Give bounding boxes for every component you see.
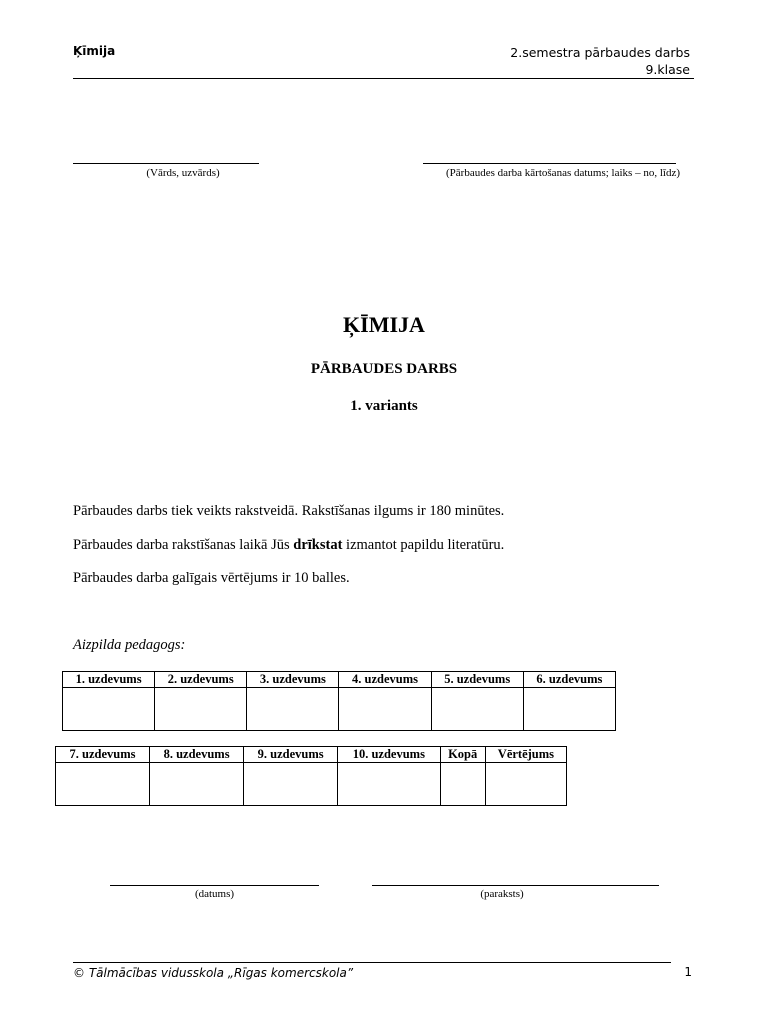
task-header: 1. uzdevums: [63, 672, 155, 688]
score-cell[interactable]: [247, 688, 339, 731]
score-cell[interactable]: [339, 688, 431, 731]
exam-date-caption: (Pārbaudes darba kārtošanas datums; laiks – no, līdz): [446, 167, 680, 179]
table-header-row: [63, 672, 616, 688]
task-header: 7. uzdevums: [56, 747, 150, 763]
header-semester: 2.semestra pārbaudes darbs: [510, 45, 690, 60]
exam-date-line: [423, 163, 676, 164]
score-cell[interactable]: [431, 688, 523, 731]
instruction-literature-text-2: izmantot papildu literatūru.: [342, 537, 505, 553]
task-header: 8. uzdevums: [150, 747, 244, 763]
instruction-literature: [73, 537, 504, 554]
score-cell[interactable]: [523, 688, 615, 731]
name-signature-line: [73, 163, 259, 164]
score-row: [56, 763, 567, 806]
teacher-signature-line: [372, 885, 659, 886]
score-cell[interactable]: [244, 763, 338, 806]
score-cell[interactable]: [150, 763, 244, 806]
score-cell[interactable]: [63, 688, 155, 731]
instruction-duration: Pārbaudes darbs tiek veikts rakstveidā. Rakstīšanas ilgums ir 180 minūtes.: [73, 503, 505, 519]
main-title: ĶĪMIJA: [343, 312, 425, 337]
instruction-grading: Pārbaudes darba galīgais vērtējums ir 10 balles.: [73, 570, 350, 586]
instruction-literature-text-1: Pārbaudes darba rakstīšanas laikā Jūs: [73, 537, 294, 553]
score-row: [63, 688, 616, 731]
score-cell[interactable]: [338, 763, 440, 806]
task-header: 2. uzdevums: [155, 672, 247, 688]
task-score-table-1: [62, 671, 616, 731]
task-header: 9. uzdevums: [244, 747, 338, 763]
date-signature-line: [110, 885, 319, 886]
header-info: [510, 44, 690, 78]
name-caption: (Vārds, uzvārds): [146, 167, 220, 179]
signature-caption: (paraksts): [480, 888, 524, 900]
date-caption: (datums): [194, 888, 235, 900]
header-subject: Ķīmija: [73, 44, 116, 58]
task-header: 5. uzdevums: [431, 672, 523, 688]
task-header: 4. uzdevums: [339, 672, 431, 688]
footer-divider: [73, 962, 671, 963]
task-header: 6. uzdevums: [523, 672, 615, 688]
header-divider: [73, 78, 694, 79]
score-cell[interactable]: [56, 763, 150, 806]
header-grade: 9.klase: [645, 62, 690, 77]
table-header-row: [56, 747, 567, 763]
grade-header: Vērtējums: [485, 747, 566, 763]
footer-school: © Tālmācības vidusskola „Rīgas komercskola”: [73, 966, 354, 980]
task-score-table-2: [55, 746, 567, 806]
subtitle: PĀRBAUDES DARBS: [310, 361, 458, 377]
score-cell[interactable]: [155, 688, 247, 731]
task-header: 10. uzdevums: [338, 747, 440, 763]
task-header: 3. uzdevums: [247, 672, 339, 688]
instruction-literature-bold: drīkstat: [293, 537, 343, 553]
total-cell[interactable]: [440, 763, 485, 806]
page-number: 1: [684, 965, 692, 979]
teacher-fill-label: Aizpilda pedagogs:: [73, 637, 186, 653]
variant-label: 1. variants: [350, 398, 418, 414]
total-header: Kopā: [440, 747, 485, 763]
grade-cell[interactable]: [485, 763, 566, 806]
